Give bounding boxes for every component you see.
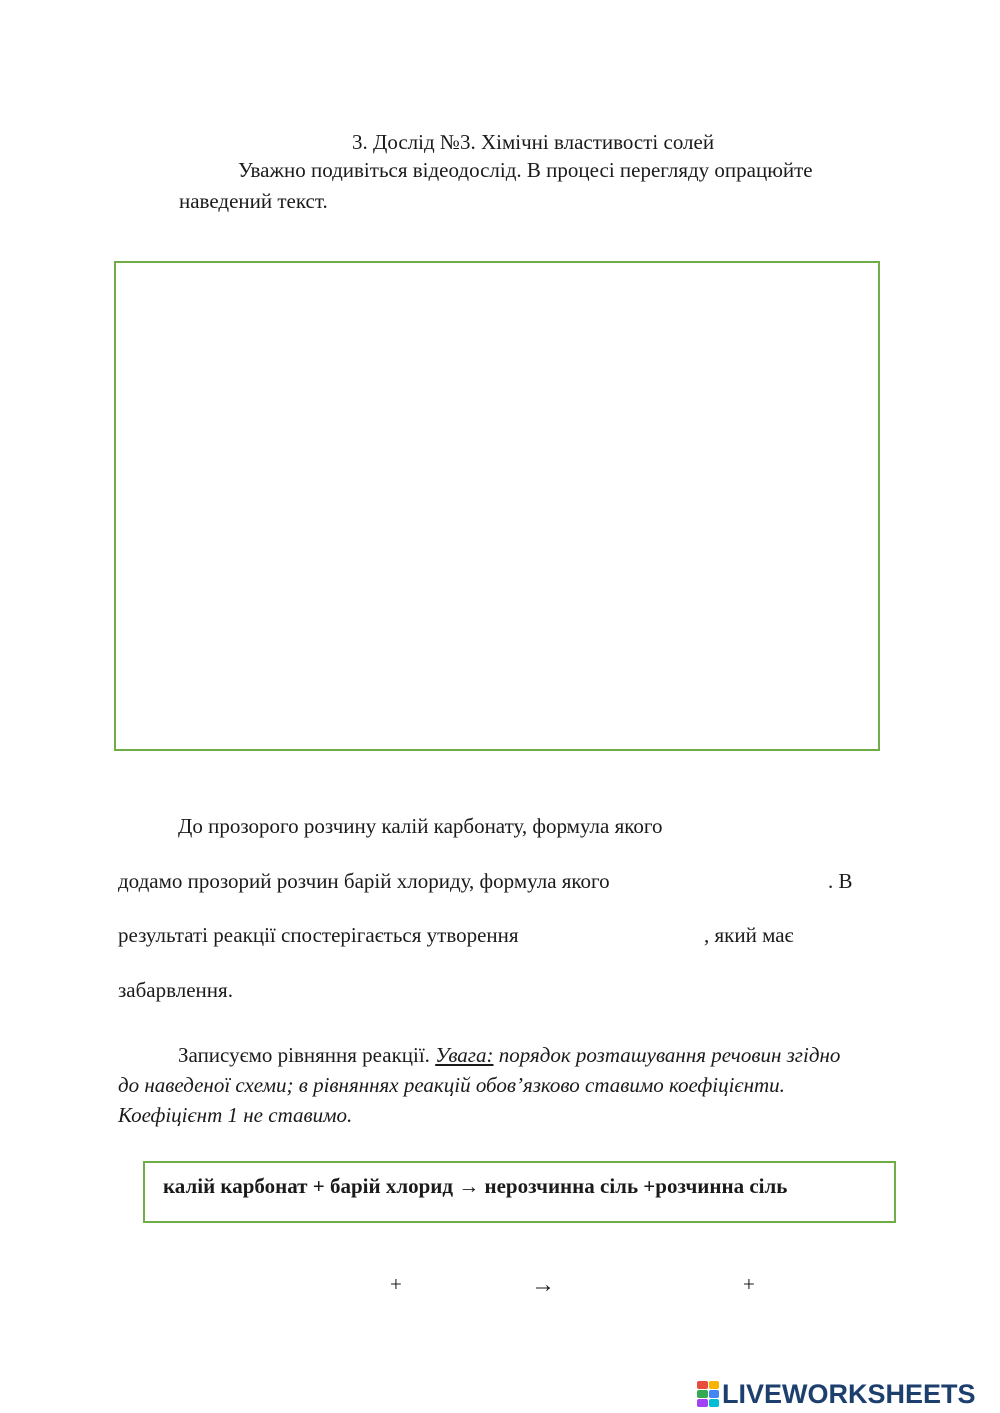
paragraph-line-3: результаті реакції спостерігається утворення bbox=[118, 923, 519, 947]
logo-icon-cell bbox=[709, 1399, 720, 1407]
equation-intro bbox=[178, 1043, 840, 1068]
logo-icon bbox=[697, 1381, 719, 1407]
answer-field-product-1[interactable] bbox=[565, 1270, 735, 1296]
intro-line-2: наведений текст. bbox=[179, 189, 328, 213]
answer-field-reactant-2[interactable] bbox=[410, 1270, 525, 1296]
note-label: Увага: bbox=[435, 1043, 494, 1067]
answer-field-k2co3-formula[interactable] bbox=[738, 812, 888, 838]
logo-icon-cell bbox=[697, 1390, 708, 1398]
paragraph-line-4: забарвлення. bbox=[118, 978, 233, 1002]
note-line-3: Коефіцієнт 1 не ставимо. bbox=[118, 1103, 353, 1127]
paragraph-line-2: додамо прозорий розчин барій хлориду, формула якого bbox=[118, 869, 610, 893]
reaction-arrow: → bbox=[531, 1272, 555, 1298]
note-line-2: до наведеної схеми; в рівняннях реакцій обов’язково ставимо коефіцієнти. bbox=[118, 1073, 785, 1097]
liveworksheets-logo bbox=[697, 1378, 976, 1410]
answer-field-color[interactable] bbox=[810, 921, 930, 947]
logo-text: LIVEWORKSHEETS bbox=[722, 1378, 976, 1409]
logo-icon-cell bbox=[697, 1399, 708, 1407]
plus-sign-2: + bbox=[743, 1272, 755, 1296]
plus-sign-1: + bbox=[390, 1272, 402, 1296]
reaction-scheme-text: калій карбонат + барій хлорид → нерозчинна сіль +розчинна сіль bbox=[163, 1174, 788, 1198]
answer-field-product-2[interactable] bbox=[765, 1270, 915, 1296]
answer-field-bacl2-formula[interactable] bbox=[680, 867, 825, 893]
paragraph-line-2-end: . В bbox=[828, 869, 853, 893]
answer-field-product[interactable] bbox=[577, 921, 702, 947]
equation-intro-text: Записуємо рівняння реакції. bbox=[178, 1043, 430, 1067]
answer-field-reactant-1[interactable] bbox=[230, 1270, 370, 1296]
logo-icon-cell bbox=[709, 1381, 720, 1389]
logo-icon-cell bbox=[697, 1381, 708, 1389]
section-heading: 3. Дослід №3. Хімічні властивості солей bbox=[352, 130, 715, 154]
video-frame[interactable] bbox=[114, 261, 880, 751]
paragraph-line-1: До прозорого розчину калій карбонату, формула якого bbox=[178, 814, 663, 838]
note-line-1: порядок розташування речовин згідно bbox=[493, 1043, 841, 1067]
intro-line-1: Уважно подивіться відеодослід. В процесі перегляду опрацюйте bbox=[238, 158, 813, 182]
logo-icon-cell bbox=[709, 1390, 720, 1398]
paragraph-line-3-end: , який має bbox=[704, 923, 794, 947]
